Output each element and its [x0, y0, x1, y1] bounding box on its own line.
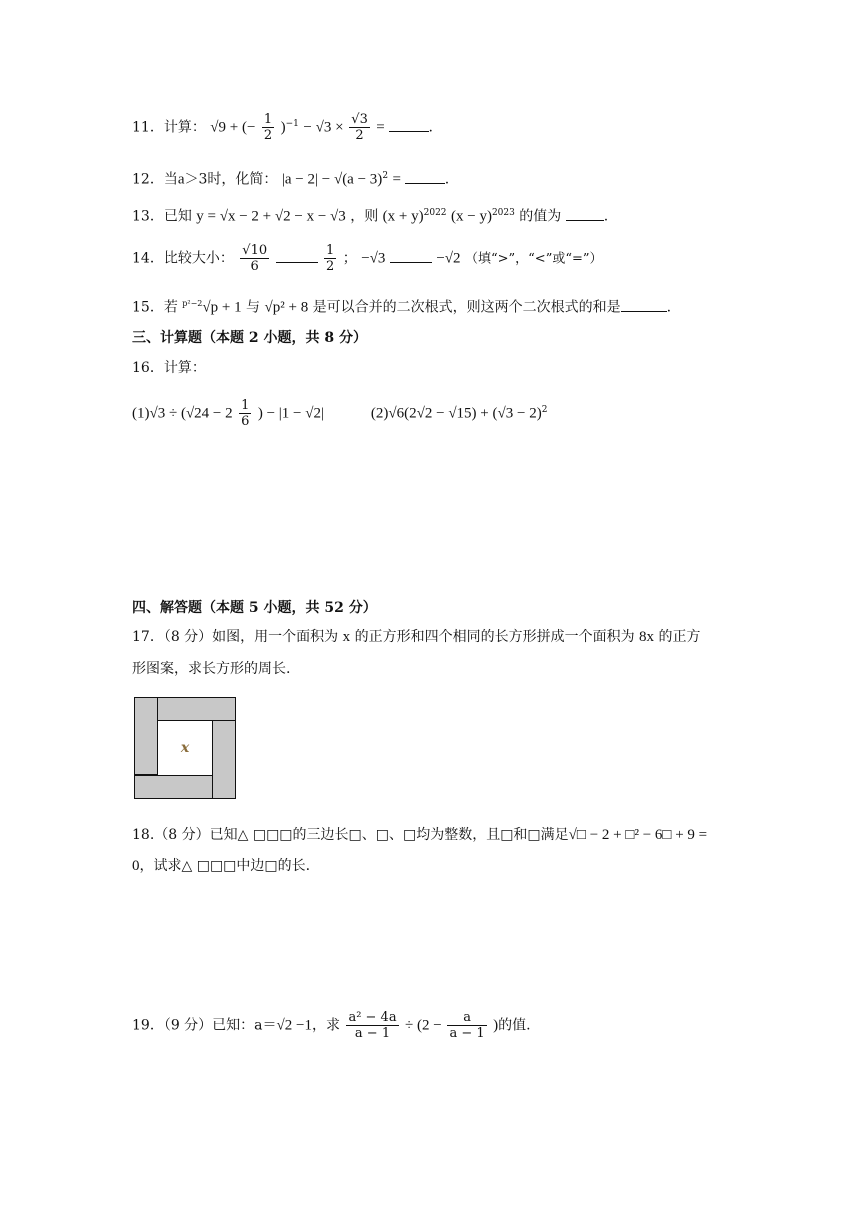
- q16-p1-den: 6: [241, 414, 250, 429]
- q14-frac-1: [240, 243, 269, 274]
- q18-line2b: ，试求△ □□□中边□的长.: [139, 858, 311, 874]
- q11-label: 11．计算：: [132, 119, 206, 136]
- q11-expr-d: − √3 ×: [303, 119, 348, 136]
- q14-f1-den: 6: [250, 259, 259, 274]
- q19-label: 19．（9 分）已知：a＝: [132, 1017, 277, 1034]
- q14-f1-num: √10: [242, 243, 268, 258]
- question-17-line-2: 形图案，求长方形的周长.: [132, 661, 291, 677]
- q19-text1: ，求: [311, 1017, 340, 1034]
- q19-f-den: a − 1: [354, 1026, 391, 1041]
- inner-square-label: x: [180, 740, 190, 756]
- q19-paren-a: (2 −: [417, 1017, 446, 1034]
- q12-exp: 2: [382, 171, 389, 181]
- q19-frac-2: [447, 1010, 486, 1041]
- q13-expr: y = √x − 2 + √2 − x − √3: [196, 208, 346, 225]
- q19-f-num: a² − 4a: [348, 1010, 397, 1025]
- q14-blank-1[interactable]: [276, 248, 318, 263]
- question-11: [132, 112, 433, 143]
- q14-frac-2: [324, 243, 336, 274]
- q13-exp1: 2022: [423, 208, 447, 218]
- q14-blank-2[interactable]: [390, 248, 432, 263]
- question-16-parts: [132, 398, 547, 429]
- q16-part2: (2)√6(2√2 − √15) + (√3 − 2): [370, 405, 542, 422]
- q12-var: a: [177, 171, 185, 188]
- q11-frac-den: 2: [355, 128, 364, 143]
- q19-val: √2 −1: [276, 1017, 312, 1034]
- q11-expr-c: ): [280, 119, 286, 136]
- rect-top: [157, 697, 236, 721]
- question-18-line-2: [132, 856, 310, 876]
- q19-tail: 的值.: [498, 1017, 531, 1034]
- q15-label: 15．若: [132, 299, 183, 316]
- q13-tail: .: [603, 208, 609, 225]
- q12-answer-blank[interactable]: [405, 169, 445, 184]
- q12-text1: ＞3时，化简：: [184, 171, 278, 188]
- q15-expr2: √p² + 8: [264, 299, 309, 316]
- q13-expr2b: (x − y): [450, 208, 492, 225]
- q12-expr-e: =: [392, 171, 405, 188]
- q11-half-num: 1: [263, 112, 273, 127]
- q14-sep: ；: [342, 250, 357, 267]
- q16-part1-tail: ) − |1 − √2|: [257, 405, 324, 422]
- q15-answer-blank[interactable]: [621, 297, 667, 312]
- inner-square: [157, 720, 213, 776]
- q18-line1a: 18.（8 分）已知△ □□□的三边长□、□、□均为整数，且□和□满足: [132, 827, 569, 843]
- question-13: [132, 203, 608, 227]
- rect-right: [212, 720, 236, 799]
- q14-note: （填“>”，“<”或“=”）: [464, 251, 603, 267]
- question-17-line-1: [132, 627, 700, 647]
- question-16-label: 16．计算：: [132, 360, 206, 376]
- q12-tail: .: [444, 171, 450, 188]
- q11-frac-num: √3: [351, 112, 368, 127]
- q17-line1c: 的正方: [654, 629, 701, 645]
- q17-line1b: 的正方形和四个相同的长方形拼成一个面积为: [350, 629, 640, 645]
- q13-exp2: 2023: [491, 208, 515, 218]
- q19-div: ÷: [405, 1017, 418, 1034]
- q15-text2: 是可以合并的二次根式，则这两个二次根式的和是: [312, 299, 621, 316]
- q13-text2: 的值为: [519, 208, 566, 225]
- q12-label: 12．当: [132, 171, 178, 188]
- q16-part2-exp: 2: [541, 404, 548, 415]
- q14-a: −√3: [361, 250, 386, 267]
- q11-frac: [349, 112, 370, 143]
- q11-half: [262, 112, 274, 143]
- q14-f2-num: 1: [326, 243, 335, 258]
- q15-index: p²−2: [182, 299, 203, 308]
- q19-frac-1: [346, 1010, 398, 1041]
- q13-answer-blank[interactable]: [566, 206, 604, 221]
- q14-f2-den: 2: [326, 259, 335, 274]
- q14-label: 14．比较大小：: [132, 250, 234, 267]
- q17-expr: 8x: [639, 629, 655, 645]
- q11-half-den: 2: [263, 128, 273, 143]
- rect-bottom: [134, 775, 213, 799]
- q11-tail: .: [428, 119, 433, 136]
- q19-paren-b: ): [493, 1017, 499, 1034]
- q18-line2a: 0: [132, 858, 140, 874]
- rect-left: [134, 697, 158, 775]
- q16-part1: (1)√3 ÷ (√24 − 2: [132, 405, 233, 422]
- q15-tail: .: [666, 299, 672, 316]
- q11-answer-blank[interactable]: [389, 117, 429, 132]
- q11-expr-b: (−: [241, 119, 256, 136]
- q13-expr2a: (x + y): [382, 208, 424, 225]
- q15-text1: 与: [246, 299, 265, 316]
- q11-exp: −1: [285, 118, 299, 129]
- q17-var-x: x: [342, 629, 351, 645]
- q15-expr1: √p + 1: [202, 299, 242, 316]
- q16-part1-frac: [239, 398, 251, 429]
- question-12: [132, 166, 449, 190]
- q16-p1-num: 1: [241, 398, 250, 413]
- q14-b: −√2: [436, 250, 461, 267]
- q19-f2-num: a: [447, 1010, 486, 1026]
- q11-expr-e: =: [376, 119, 389, 136]
- square-figure: [134, 697, 236, 799]
- question-19: [132, 1010, 531, 1041]
- q11-expr-a: √9 +: [210, 119, 242, 136]
- section-4-title: 四、解答题（本题 5 小题，共 52 分）: [132, 600, 377, 616]
- question-18-line-1: [132, 825, 707, 845]
- q12-expr: |a − 2| − √(a − 3): [281, 171, 383, 188]
- question-14: [132, 243, 603, 274]
- q18-expr: √□ − 2 + □² − 6□ + 9 =: [568, 827, 708, 843]
- question-15: [132, 294, 671, 318]
- q13-text1: ，则: [350, 208, 383, 225]
- q19-f2-den: a − 1: [449, 1026, 485, 1041]
- q13-label: 13．已知: [132, 208, 197, 225]
- q17-line1a: 17．（8 分）如图，用一个面积为: [132, 629, 343, 645]
- section-3-title: 三、计算题（本题 2 小题，共 8 分）: [132, 330, 367, 346]
